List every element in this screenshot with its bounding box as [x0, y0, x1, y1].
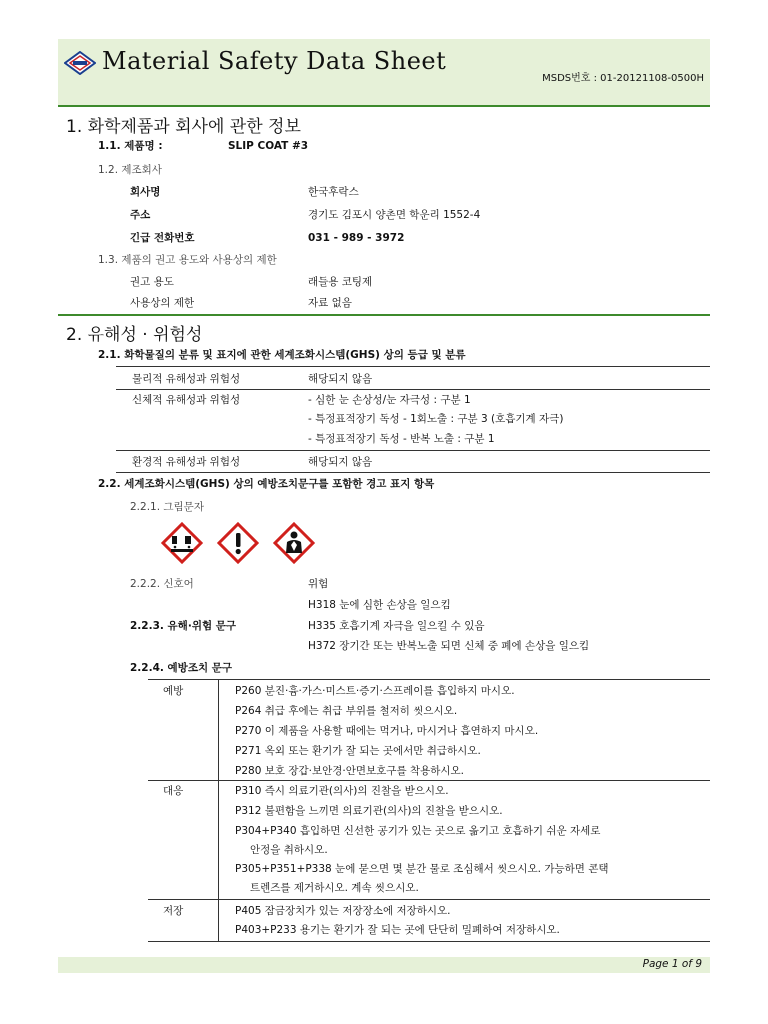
section-divider	[58, 105, 710, 107]
use-limit-label: 사용상의 제한	[130, 297, 195, 309]
health-hazard-icon	[273, 522, 315, 564]
health-hazard-line: - 특정표적장기 독성 - 반복 노출 : 구분 1	[308, 433, 495, 445]
exclamation-icon	[217, 522, 259, 564]
precaution-line: P264 취급 후에는 취급 부위를 철저히 씻으시오.	[235, 705, 458, 717]
product-name-value: SLIP COAT #3	[228, 140, 309, 152]
precaution-line: P403+P233 용기는 환기가 잘 되는 곳에 단단히 밀폐하여 저장하시오.	[235, 924, 560, 936]
hazard-statement: H372 장기간 또는 반복노출 되면 신체 중 폐에 손상을 일으킴	[308, 640, 590, 652]
prevention-label: 예방	[163, 685, 184, 697]
corrosion-icon	[161, 522, 203, 564]
physical-hazard-value: 해당되지 않음	[308, 373, 373, 385]
environmental-hazard-label: 환경적 유해성과 위험성	[132, 456, 241, 468]
company-label: 회사명	[130, 186, 161, 198]
hazard-statement: H335 호흡기계 자극을 일으킬 수 있음	[308, 620, 485, 632]
section-2-title: 2. 유해성 · 위험성	[66, 325, 203, 345]
page-footer	[58, 957, 710, 973]
precaution-line: P310 즉시 의료기관(의사)의 진찰을 받으시오.	[235, 785, 449, 797]
signal-word-label: 2.2.2. 신호어	[130, 578, 194, 590]
company-logo-icon	[64, 51, 96, 75]
precaution-line: 트렌즈를 제거하시오. 계속 씻으시오.	[250, 882, 419, 894]
emergency-phone-label: 긴급 전화번호	[130, 232, 195, 244]
health-hazard-line: - 심한 눈 손상성/눈 자극성 : 구분 1	[308, 394, 471, 406]
physical-hazard-label: 물리적 유해성과 위험성	[132, 373, 241, 385]
emergency-phone-value: 031 - 989 - 3972	[308, 232, 405, 244]
use-restriction-heading: 1.3. 제품의 권고 용도와 사용상의 제한	[98, 254, 277, 266]
precaution-line: P260 분진·흄·가스·미스트·증기·스프레이를 흡입하지 마시오.	[235, 685, 515, 697]
health-hazard-label: 신체적 유해성과 위험성	[132, 394, 241, 406]
document-title: Material Safety Data Sheet	[102, 47, 447, 75]
hazard-statement-label: 2.2.3. 유해·위험 문구	[130, 620, 237, 632]
recommended-use-label: 권고 용도	[130, 276, 174, 288]
address-value: 경기도 김포시 양촌면 학운리 1552-4	[308, 209, 481, 221]
section-divider	[58, 314, 710, 316]
precaution-line: P305+P351+P338 눈에 묻으면 몇 분간 물로 조심해서 씻으시오. 가능하면 콘택	[235, 863, 609, 875]
section-1-title: 1. 화학제품과 회사에 관한 정보	[66, 117, 301, 137]
product-name-label: 1.1. 제품명 :	[98, 140, 163, 152]
precaution-line: P304+P340 흡입하면 신선한 공기가 있는 곳으로 옮기고 호흡하기 쉬운 자세로	[235, 825, 601, 837]
health-hazard-line: - 특정표적장기 독성 - 1회노출 : 구분 3 (호흡기계 자극)	[308, 413, 564, 425]
precaution-heading: 2.2.4. 예방조치 문구	[130, 662, 233, 674]
recommended-use-value: 래들용 코팅제	[308, 276, 373, 288]
ghs-label-heading: 2.2. 세계조화시스템(GHS) 상의 예방조치문구를 포함한 경고 표지 항목	[98, 478, 435, 490]
precaution-line: 안정을 취하시오.	[250, 844, 328, 856]
use-limit-value: 자료 없음	[308, 297, 352, 309]
page-number: Page 1 of 9	[642, 958, 702, 970]
hazard-statement: H318 눈에 심한 손상을 일으킴	[308, 599, 451, 611]
pictogram-heading: 2.2.1. 그림문자	[130, 501, 204, 513]
ghs-classification-heading: 2.1. 화학물질의 분류 및 표지에 관한 세계조화시스템(GHS) 상의 등급 및 분류	[98, 349, 466, 361]
company-value: 한국후락스	[308, 186, 359, 198]
precaution-line: P270 이 제품을 사용할 때에는 먹거나, 마시거나 흡연하지 마시오.	[235, 725, 539, 737]
msds-number: MSDS번호 : 01-20121108-0500H	[542, 73, 704, 84]
precaution-line: P405 잠금장치가 있는 저장장소에 저장하시오.	[235, 905, 451, 917]
address-label: 주소	[130, 209, 151, 221]
precaution-line: P312 불편함을 느끼면 의료기관(의사)의 진찰을 받으시오.	[235, 805, 503, 817]
document-header	[58, 39, 710, 105]
environmental-hazard-value: 해당되지 않음	[308, 456, 373, 468]
manufacturer-heading: 1.2. 제조회사	[98, 164, 162, 176]
precaution-line: P280 보호 장갑·보안경·안면보호구를 착용하시오.	[235, 765, 464, 777]
signal-word-value: 위험	[308, 578, 329, 590]
precaution-line: P271 옥외 또는 환기가 잘 되는 곳에서만 취급하시오.	[235, 745, 481, 757]
storage-label: 저장	[163, 905, 184, 917]
response-label: 대응	[163, 785, 184, 797]
